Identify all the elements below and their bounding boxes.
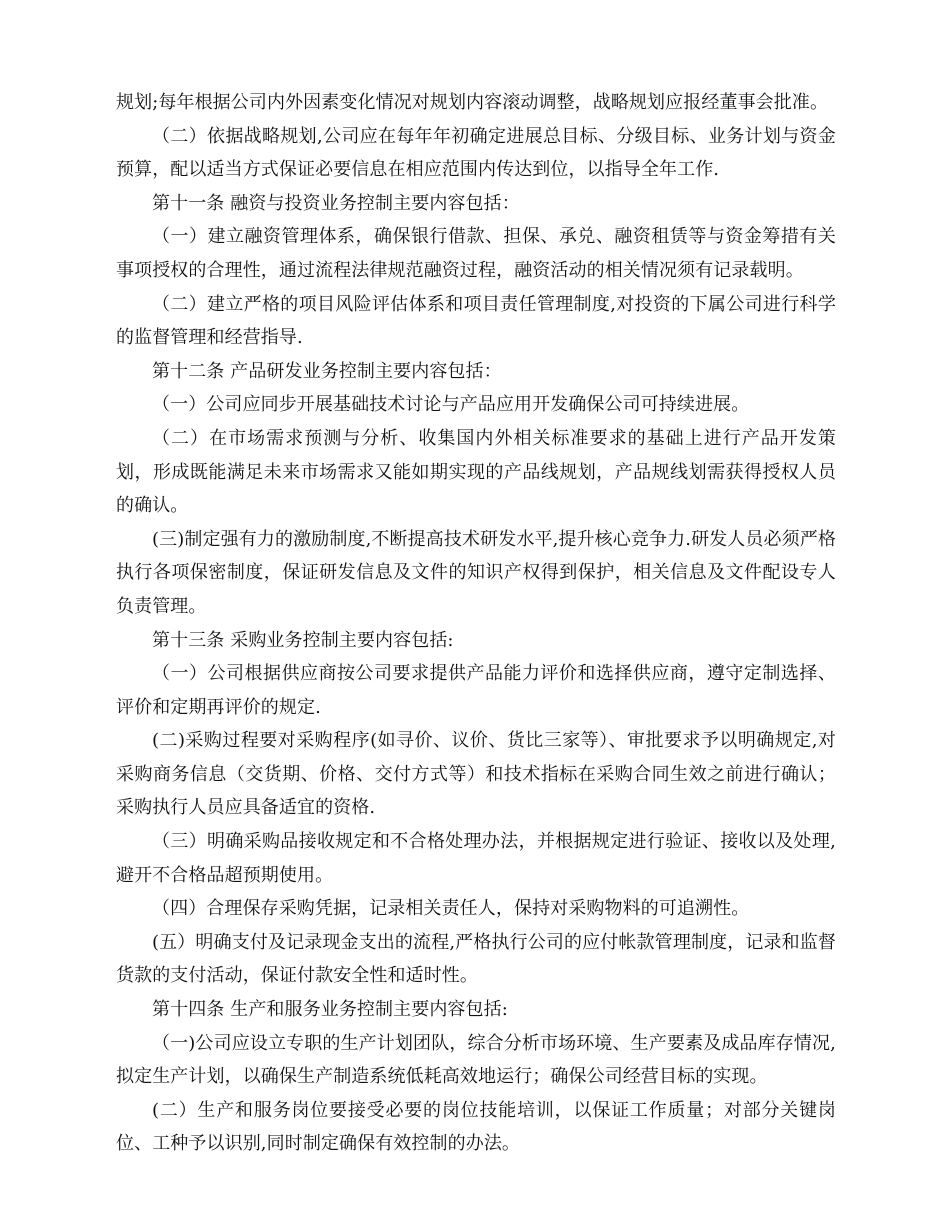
paragraph-clause: （一）公司根据供应商按公司要求提供产品能力评价和选择供应商，遵守定制选择、评价和定期再评价的规定.: [116, 663, 836, 718]
article-heading-14: 第十四条 生产和服务业务控制主要内容包括:: [152, 999, 508, 1021]
paragraph-clause: （四）合理保存采购凭据，记录相关责任人，保持对采购物料的可追溯性。: [152, 898, 750, 920]
paragraph-clause: （一）建立融资管理体系，确保银行借款、担保、承兑、融资租赁等与资金筹措有关事项授权的合理性，通过流程法律规范融资过程，融资活动的相关情况须有记录载明。: [116, 226, 836, 281]
paragraph-clause: (二）生产和服务岗位要接受必要的岗位技能培训，以保证工作质量；对部分关键岗位、工种予以识别,同时制定确保有效控制的办法。: [116, 1099, 836, 1155]
article-heading-13: 第十三条 采购业务控制主要内容包括:: [152, 629, 454, 651]
paragraph-clause: (五）明确支付及记录现金支出的流程,严格执行公司的应付帐款管理制度，记录和监督货款的支付活动，保证付款安全性和适时性。: [116, 931, 836, 987]
article-heading-11: 第十一条 融资与投资业务控制主要内容包括：: [152, 192, 520, 214]
paragraph-clause: （二）在市场需求预测与分析、收集国内外相关标准要求的基础上进行产品开发策划，形成既能满足未来市场需求又能如期实现的产品线规划，产品规线划需获得授权人员的确认。: [116, 427, 836, 517]
paragraph-clause: （三）明确采购品接收规定和不合格处理办法，并根据规定进行验证、接收以及处理,避开不合格品超预期使用。: [116, 831, 836, 886]
document-body: [116, 86, 836, 1161]
paragraph-clause: （二）建立严格的项目风险评估体系和项目责任管理制度,对投资的下属公司进行科学的监督管理和经营指导.: [116, 293, 836, 349]
paragraph-clause: (二)采购过程要对采购程序(如寻价、议价、货比三家等）、审批要求予以明确规定,对采购商务信息（交货期、价格、交付方式等）和技术指标在采购合同生效之前进行确认；采购执行人员应具备适宜的资格.: [116, 730, 836, 819]
paragraph-clause: (三)制定强有力的激励制度,不断提高技术研发水平,提升核心竞争力.研发人员必须严格执行各项保密制度，保证研发信息及文件的知识产权得到保护，相关信息及文件配设专人负责管理。: [116, 528, 836, 617]
paragraph-clause: （一)公司应设立专职的生产计划团队，综合分析市场环境、生产要素及成品库存情况,拟定生产计划，以确保生产制造系统低耗高效地运行；确保公司经营目标的实现。: [116, 1032, 836, 1088]
article-heading-12: 第十二条 产品研发业务控制主要内容包括：: [152, 360, 502, 382]
paragraph-clause: （二）依据战略规划,公司应在每年年初确定进展总目标、分级目标、业务计划与资金预算，配以适当方式保证必要信息在相应范围内传达到位，以指导全年工作.: [116, 125, 836, 181]
paragraph-clause: （一）公司应同步开展基础技术讨论与产品应用开发确保公司可持续进展。: [152, 394, 750, 416]
paragraph-continuation: 规划;每年根据公司内外因素变化情况对规划内容滚动调整，战略规划应报经董事会批准。: [116, 92, 829, 113]
